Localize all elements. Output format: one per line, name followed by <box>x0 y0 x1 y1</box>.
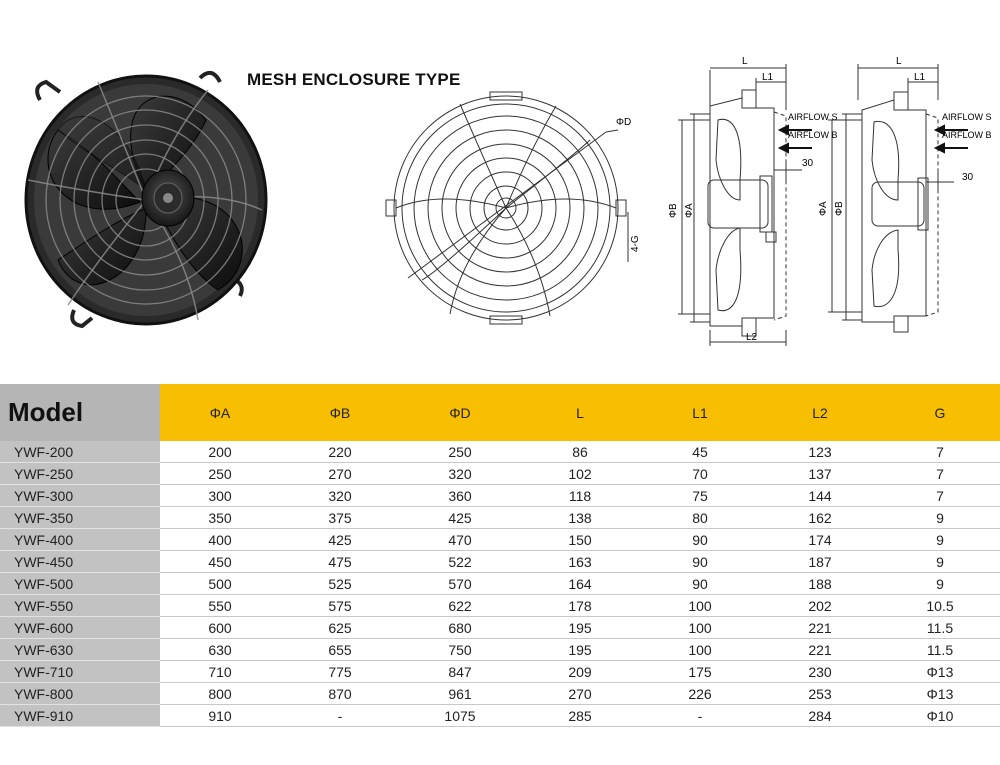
cell-l1: 100 <box>640 617 760 639</box>
cell-g: 7 <box>880 441 1000 463</box>
label-airflow-s-1: AIRFLOW S <box>788 112 838 122</box>
cell-l: 285 <box>520 705 640 727</box>
cell-l: 138 <box>520 507 640 529</box>
cell-l1: 175 <box>640 661 760 683</box>
label-30-2: 30 <box>962 172 974 183</box>
cell-l: 86 <box>520 441 640 463</box>
cell-g: 10.5 <box>880 595 1000 617</box>
cell-model: YWF-910 <box>0 705 160 727</box>
cell-l2: 230 <box>760 661 880 683</box>
cell-phi-d: 680 <box>400 617 520 639</box>
label-4g: 4-G <box>630 235 641 252</box>
cell-phi-a: 600 <box>160 617 280 639</box>
cell-g: Φ13 <box>880 683 1000 705</box>
cell-phi-a: 550 <box>160 595 280 617</box>
cell-phi-b: 270 <box>280 463 400 485</box>
cell-phi-b: 575 <box>280 595 400 617</box>
cell-l1: 226 <box>640 683 760 705</box>
cell-model: YWF-400 <box>0 529 160 551</box>
cell-l1: 70 <box>640 463 760 485</box>
cell-phi-d: 847 <box>400 661 520 683</box>
side-view-drawing-2 <box>818 50 1000 350</box>
cell-phi-b: 625 <box>280 617 400 639</box>
cell-phi-d: 320 <box>400 463 520 485</box>
header-l2: L2 <box>760 384 880 441</box>
cell-l1: 45 <box>640 441 760 463</box>
cell-l: 102 <box>520 463 640 485</box>
label-l-2: L <box>896 56 902 67</box>
cell-phi-b: - <box>280 705 400 727</box>
cell-phi-a: 250 <box>160 463 280 485</box>
cell-phi-d: 522 <box>400 551 520 573</box>
cell-model: YWF-710 <box>0 661 160 683</box>
cell-phi-b: 425 <box>280 529 400 551</box>
cell-phi-d: 750 <box>400 639 520 661</box>
cell-phi-b: 775 <box>280 661 400 683</box>
label-30-1: 30 <box>802 158 814 169</box>
cell-phi-b: 870 <box>280 683 400 705</box>
cell-phi-a: 630 <box>160 639 280 661</box>
cell-phi-b: 320 <box>280 485 400 507</box>
cell-model: YWF-250 <box>0 463 160 485</box>
cell-l: 150 <box>520 529 640 551</box>
cell-phi-a: 910 <box>160 705 280 727</box>
cell-phi-d: 1075 <box>400 705 520 727</box>
cell-g: 7 <box>880 463 1000 485</box>
cell-model: YWF-200 <box>0 441 160 463</box>
cell-l1: 75 <box>640 485 760 507</box>
cell-model: YWF-450 <box>0 551 160 573</box>
cell-phi-b: 220 <box>280 441 400 463</box>
cell-phi-d: 360 <box>400 485 520 507</box>
cell-l1: 90 <box>640 551 760 573</box>
table-row <box>0 661 1000 683</box>
cell-l2: 162 <box>760 507 880 529</box>
cell-l: 163 <box>520 551 640 573</box>
header-phi-d: ΦD <box>400 384 520 441</box>
cell-l: 270 <box>520 683 640 705</box>
cell-g: 11.5 <box>880 617 1000 639</box>
cell-phi-d: 250 <box>400 441 520 463</box>
cell-g: Φ13 <box>880 661 1000 683</box>
table-row <box>0 617 1000 639</box>
table-row <box>0 441 1000 463</box>
cell-model: YWF-500 <box>0 573 160 595</box>
label-phi-a-1: ΦA <box>684 203 695 218</box>
table-row <box>0 551 1000 573</box>
header-l: L <box>520 384 640 441</box>
cell-model: YWF-800 <box>0 683 160 705</box>
cell-l2: 221 <box>760 617 880 639</box>
spec-table <box>0 384 1000 727</box>
label-l1-1: L1 <box>762 72 774 83</box>
cell-l: 178 <box>520 595 640 617</box>
cell-l2: 137 <box>760 463 880 485</box>
label-airflow-s-2: AIRFLOW S <box>942 112 992 122</box>
label-phi-b-1: ΦB <box>668 203 679 218</box>
cell-l: 195 <box>520 639 640 661</box>
cell-phi-d: 961 <box>400 683 520 705</box>
table-row <box>0 507 1000 529</box>
cell-l1: - <box>640 705 760 727</box>
table-row <box>0 463 1000 485</box>
label-phi-d: ΦD <box>616 117 632 128</box>
cell-l1: 90 <box>640 529 760 551</box>
cell-l2: 221 <box>760 639 880 661</box>
table-header-row <box>0 384 1000 441</box>
cell-model: YWF-350 <box>0 507 160 529</box>
cell-model: YWF-300 <box>0 485 160 507</box>
fan-photo <box>18 60 278 340</box>
cell-l: 164 <box>520 573 640 595</box>
table-row <box>0 573 1000 595</box>
table-row <box>0 529 1000 551</box>
cell-model: YWF-600 <box>0 617 160 639</box>
cell-phi-a: 200 <box>160 441 280 463</box>
cell-phi-b: 475 <box>280 551 400 573</box>
cell-l2: 284 <box>760 705 880 727</box>
cell-phi-a: 300 <box>160 485 280 507</box>
cell-phi-d: 425 <box>400 507 520 529</box>
cell-phi-a: 500 <box>160 573 280 595</box>
cell-g: 9 <box>880 573 1000 595</box>
label-l2-1: L2 <box>746 332 758 343</box>
cell-phi-a: 400 <box>160 529 280 551</box>
cell-l1: 100 <box>640 595 760 617</box>
table-row <box>0 485 1000 507</box>
cell-phi-b: 375 <box>280 507 400 529</box>
label-airflow-b-1: AIRFLOW B <box>788 130 838 140</box>
side-view-drawing-1 <box>662 50 842 350</box>
cell-l2: 202 <box>760 595 880 617</box>
cell-phi-a: 450 <box>160 551 280 573</box>
cell-l2: 187 <box>760 551 880 573</box>
cell-l2: 123 <box>760 441 880 463</box>
cell-l: 195 <box>520 617 640 639</box>
cell-l: 209 <box>520 661 640 683</box>
cell-g: 11.5 <box>880 639 1000 661</box>
front-view-drawing <box>380 90 650 340</box>
cell-g: 9 <box>880 507 1000 529</box>
cell-phi-d: 470 <box>400 529 520 551</box>
label-l1-2: L1 <box>914 72 926 83</box>
header-phi-b: ΦB <box>280 384 400 441</box>
cell-l2: 253 <box>760 683 880 705</box>
table-row <box>0 639 1000 661</box>
cell-model: YWF-630 <box>0 639 160 661</box>
table-row <box>0 683 1000 705</box>
cell-phi-d: 570 <box>400 573 520 595</box>
cell-g: Φ10 <box>880 705 1000 727</box>
cell-g: 9 <box>880 529 1000 551</box>
label-phi-b-2: ΦB <box>834 201 845 216</box>
cell-g: 9 <box>880 551 1000 573</box>
cell-model: YWF-550 <box>0 595 160 617</box>
cell-l2: 144 <box>760 485 880 507</box>
header-l1: L1 <box>640 384 760 441</box>
cell-l2: 174 <box>760 529 880 551</box>
table-row <box>0 595 1000 617</box>
table-row <box>0 705 1000 727</box>
cell-l2: 188 <box>760 573 880 595</box>
cell-g: 7 <box>880 485 1000 507</box>
cell-phi-a: 710 <box>160 661 280 683</box>
header-phi-a: ΦA <box>160 384 280 441</box>
cell-l1: 100 <box>640 639 760 661</box>
label-l-1: L <box>742 56 748 67</box>
cell-l: 118 <box>520 485 640 507</box>
cell-l1: 80 <box>640 507 760 529</box>
header-model: Model <box>0 384 160 441</box>
cell-phi-a: 350 <box>160 507 280 529</box>
cell-phi-b: 525 <box>280 573 400 595</box>
label-airflow-b-2: AIRFLOW B <box>942 130 992 140</box>
label-phi-a-2: ΦA <box>818 201 829 216</box>
header-g: G <box>880 384 1000 441</box>
cell-phi-a: 800 <box>160 683 280 705</box>
cell-l1: 90 <box>640 573 760 595</box>
cell-phi-b: 655 <box>280 639 400 661</box>
page-title: MESH ENCLOSURE TYPE <box>247 70 461 89</box>
cell-phi-d: 622 <box>400 595 520 617</box>
